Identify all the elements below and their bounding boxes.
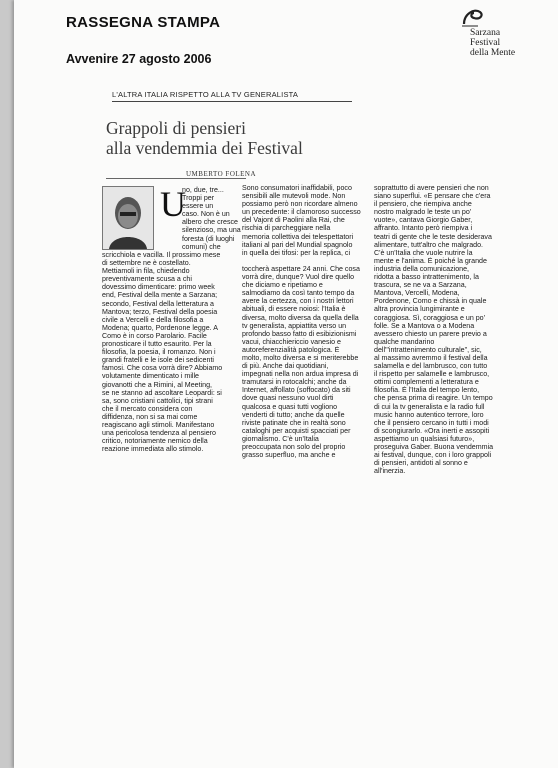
text-line: Mantova; terzo, Festival della poesia — [102, 307, 218, 316]
text-line: siano superflui. «E pensare che c'era — [374, 192, 491, 201]
article-byline: UMBERTO FOLENA — [186, 170, 257, 178]
text-line: teatri di gente che le teste desiderava — [374, 232, 492, 241]
text-line: diffidenza, non si sa mai come — [102, 412, 198, 421]
text-line: autoreferenzialità patologica. È — [242, 345, 340, 354]
text-line: il pensiero, che riempiva anche — [374, 200, 472, 209]
text-line: famosi. Che cosa vorrà dire? Abbiamo — [102, 364, 223, 373]
text-line: alimentare, tutt'altro che malgrado. — [374, 240, 483, 249]
text-line: qualche mandarino — [374, 337, 435, 346]
text-line: giovanotti che a Rimini, al Meeting, — [102, 380, 213, 389]
text-line: Sono consumatori inaffidabili, poco — [242, 184, 352, 192]
text-line: tv generalista, appiattita verso un — [242, 321, 347, 330]
logo-line-1: Sarzana — [470, 28, 501, 38]
text-line: preventivamente scusa a chi — [102, 275, 192, 284]
article-headline — [106, 118, 366, 158]
text-line: volutamente dimenticato i mille — [102, 372, 199, 381]
text-line: avessero chiesto un parere previo a — [374, 329, 487, 338]
text-line: essere un — [182, 202, 214, 211]
text-line: soprattutto di avere pensieri che non — [374, 184, 489, 192]
text-line: in quella dei tifosi: per la replica, ci — [242, 248, 351, 257]
text-line: di pensieri, antidoti al sonno e — [374, 459, 468, 468]
text-line: all'inerzia. — [374, 467, 406, 476]
text-line: possiamo però non ricordare almeno — [242, 200, 358, 209]
text-line: tramutarsi in rotocalchi; anche da — [242, 378, 347, 387]
text-line: reazione immediata allo stimolo. — [102, 445, 204, 454]
text-line: aspettiamo un qualsiasi futuro», — [374, 434, 475, 443]
press-clipping-page — [14, 0, 558, 768]
text-line: caso. Non è un — [182, 210, 230, 219]
text-line: di cui la tv generalista e la radio full — [374, 402, 485, 411]
text-line: folle. Se a Mantova o a Modena — [374, 321, 475, 330]
text-line: dove quasi nessuno vuol dirti — [242, 394, 334, 403]
drop-cap: U — [160, 184, 186, 224]
headline-line-2: alla vendemmia dei Festival — [106, 138, 303, 158]
text-line: pronosticare il tutto esaurito. Per la — [102, 340, 212, 349]
text-line: di più. Anche dai quotidiani, — [242, 362, 329, 371]
column-1 — [102, 251, 244, 453]
text-line: altra provincia lungimirante e — [374, 305, 465, 314]
text-line: rischia di parcheggiare nella — [242, 224, 331, 233]
byline-rule — [106, 178, 246, 179]
text-line: affranto. Intanto però riempiva i — [374, 224, 473, 233]
text-line: memoria collettiva dei telespettatori — [242, 232, 354, 241]
headline-line-1: Grappoli di pensieri — [106, 118, 246, 138]
text-line: albero che cresce — [182, 218, 238, 227]
text-line: avere la certezza, con i nostri lettori — [242, 297, 354, 306]
text-line: preoccupata non solo del proprio — [242, 443, 346, 451]
column-3 — [374, 184, 534, 475]
text-line: vuote», cantava Giorgio Gaber, — [374, 216, 473, 225]
text-line: che il pensiero cercano in tutti i modi — [374, 418, 489, 427]
text-line: filosofia, la poesia, il romanzo. Non i — [102, 348, 216, 357]
text-line — [242, 257, 392, 265]
text-line: mente e l'anima. È poiché la grande — [374, 256, 487, 265]
text-line: qualcosa e quasi tutti vogliono — [242, 402, 338, 411]
text-line: sa, sono cristiani cattolici, tipi strani — [102, 396, 213, 405]
text-line: molto, molto diversa e si meriterebbe — [242, 353, 359, 362]
text-line: C'è un'Italia che vuole nutrire la — [374, 248, 473, 257]
text-line: grasso superfluo, ma anche e — [242, 451, 336, 460]
text-line: che il mercato considera con — [102, 404, 193, 413]
text-line: che diciamo e ripetiamo e — [242, 281, 323, 290]
logo-line-3: della Mente — [470, 48, 516, 58]
text-line: riviste patinate che in realtà sono — [242, 418, 346, 427]
text-line: di scongiurarlo. «Ora inerti e assopiti — [374, 426, 490, 435]
festival-logo — [460, 6, 550, 66]
text-line: italiani al pari del Mundial spagnolo — [242, 240, 353, 249]
text-line: se ne stanno ad ascoltare Leopardi: si — [102, 388, 222, 397]
text-line: no, due, tre... — [182, 186, 224, 194]
text-line: salamella e del lambrusco, con tutto — [374, 362, 488, 371]
text-line: impegnati nella non ardua impresa di — [242, 370, 359, 379]
author-photo — [102, 186, 154, 250]
text-line: filosofia. È l'Italia del tempo lento, — [374, 386, 480, 395]
press-review-title: RASSEGNA STAMPA — [66, 14, 221, 31]
text-line: dell'"intrattenimento culturale", sic, — [374, 345, 482, 354]
text-line: Troppi per — [182, 194, 215, 203]
text-line: sensibili alle mutevoli mode. Non — [242, 192, 346, 201]
text-line: Modena; quarto, Pordenone legge. A — [102, 323, 218, 332]
text-line: coraggiosa. Sì, coraggiosa e un po' — [374, 313, 485, 322]
text-line: secondo, Festival della letteratura a — [102, 299, 214, 308]
text-line: dovessimo dimenticare: primo week — [102, 283, 215, 292]
text-line: di settembre ne è costellato. — [102, 259, 191, 268]
logo-line-2: Festival — [470, 38, 501, 48]
text-line: profondo basso fatto di esibizionismi — [242, 329, 357, 338]
text-line: toccherà aspettare 24 anni. Che cosa — [242, 264, 360, 273]
text-line: reagiscano agli stimoli. Manifestano — [102, 420, 215, 429]
spiral-logo-icon — [460, 6, 484, 28]
text-line: Como è in corso Parolario. Facile — [102, 331, 207, 340]
text-line: trascura, se ne va a Sarzana, — [374, 281, 467, 290]
column-1-wrap — [182, 186, 242, 251]
text-line: nostro malgrado le teste un po' — [374, 208, 472, 217]
text-line: del Vajont di Paolini alla Rai, che — [242, 216, 345, 225]
text-line: ridotta a basso intrattenimento, la — [374, 273, 479, 282]
text-line: venderti di tutto; anche da quelle — [242, 410, 345, 419]
text-line: comuni) che — [182, 242, 221, 251]
column-2 — [242, 184, 392, 459]
text-line: proseguiva Gaber. Buona vendemmia — [374, 443, 494, 451]
text-line: foresta (di luoghi — [182, 234, 235, 243]
text-line: critico, notoriamente nemico della — [102, 437, 208, 446]
text-line: grandi fratelli e le isole dei sedicenti — [102, 356, 214, 365]
text-line: al massimo avremmo il festival della — [374, 353, 488, 362]
text-line: cataloghi per acquisti spacciati per — [242, 426, 351, 435]
text-line: salmodiamo da così tanto tempo da — [242, 289, 355, 298]
text-line: il rispetto per salamelle e lambrusco, — [374, 370, 490, 379]
text-line: che pensa prima di reagire. Un tempo — [374, 394, 493, 403]
text-line: diversa, molto diversa da quella della — [242, 313, 359, 322]
text-line: music hanno autentico terrore, loro — [374, 410, 484, 419]
kicker-rule — [112, 101, 352, 102]
text-line: silenzioso, ma una — [182, 226, 241, 235]
article-kicker: L'ALTRA ITALIA RISPETTO ALLA TV GENERALISTA — [112, 90, 299, 99]
text-line: Internet, affollato (soffocato) da siti — [242, 386, 351, 395]
text-line: un precedente: il clamoroso successo — [242, 208, 361, 217]
text-line: ai festival, dunque, con i loro grappoli — [374, 451, 492, 460]
text-line: scricchiola e vacilla. Il prossimo mese — [102, 251, 221, 259]
text-line: Mettiamoli in fila, chiedendo — [102, 267, 190, 276]
text-line: vacui, chiacchiericcio vanesio e — [242, 337, 341, 346]
text-line: civile a Vercelli e della filosofia a — [102, 315, 204, 324]
text-line: una pericolosa tendenza al pensiero — [102, 429, 216, 438]
text-line: giornalismo. C'è un'Italia — [242, 434, 319, 443]
text-line: vorrà dire, dunque? Vuol dire quello — [242, 273, 355, 282]
newspaper-date: Avvenire 27 agosto 2006 — [66, 52, 212, 66]
text-line: ottimi complementi a letteratura e — [374, 378, 479, 387]
text-line: Mantova, Vercelli, Modena, — [374, 289, 460, 298]
text-line: end, Festival della mente a Sarzana; — [102, 291, 218, 300]
text-line: abituali, di essere noiosi: l'Italia è — [242, 305, 346, 314]
text-line: industria della comunicazione, — [374, 264, 470, 273]
text-line: Pordenone, Como e chissà in quale — [374, 297, 487, 306]
